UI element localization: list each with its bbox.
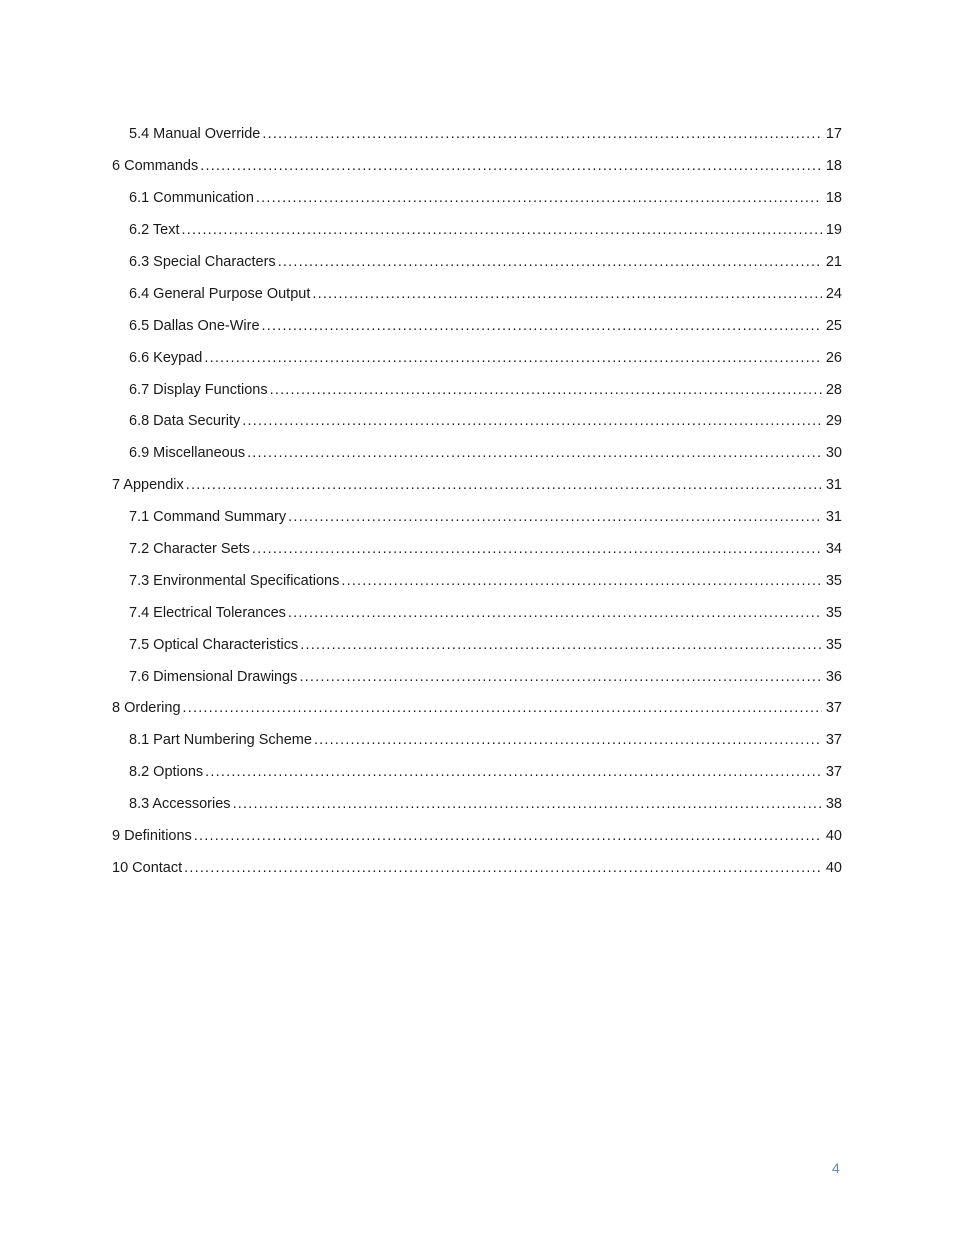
toc-dot-leader — [288, 606, 822, 621]
toc-entry[interactable] — [112, 206, 842, 238]
toc-entry-page: 18 — [825, 190, 842, 207]
toc-entry-title: 8.3 Accessories — [129, 796, 231, 813]
toc-entry-page: 18 — [825, 158, 842, 175]
toc-entry[interactable] — [112, 812, 842, 844]
toc-entry-page: 19 — [825, 222, 842, 239]
toc-entry-page: 38 — [825, 796, 842, 813]
toc-dot-leader — [256, 191, 822, 206]
toc-dot-leader — [247, 446, 822, 461]
toc-entry[interactable] — [112, 780, 842, 812]
toc-entry-title: 9 Definitions — [112, 827, 192, 844]
toc-entry[interactable] — [112, 238, 842, 270]
toc-entry-title: 8.1 Part Numbering Scheme — [129, 732, 312, 749]
toc-entry[interactable] — [112, 652, 842, 684]
toc-entry[interactable] — [112, 684, 842, 716]
toc-entry[interactable] — [112, 493, 842, 525]
toc-entry-title: 5.4 Manual Override — [129, 126, 261, 143]
toc-dot-leader — [299, 670, 822, 685]
toc-entry-title: 6.4 General Purpose Output — [129, 285, 311, 302]
toc-entry-title: 6.2 Text — [129, 222, 180, 239]
toc-dot-leader — [314, 733, 822, 748]
toc-dot-leader — [182, 223, 822, 238]
toc-entry-page: 40 — [825, 859, 842, 876]
toc-entry[interactable] — [112, 333, 842, 365]
toc-entry[interactable] — [112, 748, 842, 780]
toc-dot-leader — [204, 351, 822, 366]
toc-dot-leader — [186, 478, 822, 493]
toc-entry[interactable] — [112, 525, 842, 557]
toc-entry[interactable] — [112, 620, 842, 652]
toc-entry-title: 7.5 Optical Characteristics — [129, 636, 299, 653]
toc-dot-leader — [242, 414, 822, 429]
toc-dot-leader — [205, 765, 822, 780]
toc-entry-page: 17 — [825, 126, 842, 143]
toc-entry-title: 8.2 Options — [129, 764, 204, 781]
toc-entry-page: 36 — [825, 668, 842, 685]
toc-entry-page: 31 — [825, 509, 842, 526]
toc-entry-title: 7 Appendix — [112, 477, 184, 494]
toc-entry-title: 6.1 Communication — [129, 190, 254, 207]
toc-entry[interactable] — [112, 365, 842, 397]
toc-entry-title: 6 Commands — [112, 158, 199, 175]
toc-entry-title: 6.9 Miscellaneous — [129, 445, 246, 462]
toc-entry-title: 6.6 Keypad — [129, 349, 203, 366]
toc-entry[interactable] — [112, 556, 842, 588]
toc-dot-leader — [312, 287, 822, 302]
toc-entry-page: 21 — [825, 253, 842, 270]
toc-entry-page: 30 — [825, 445, 842, 462]
toc-dot-leader — [184, 861, 822, 876]
toc-entry-title: 7.1 Command Summary — [129, 509, 287, 526]
toc-entry[interactable] — [112, 142, 842, 174]
toc-entry-page: 40 — [825, 827, 842, 844]
toc-dot-leader — [183, 701, 822, 716]
toc-entry[interactable] — [112, 461, 842, 493]
toc-entry-page: 35 — [825, 604, 842, 621]
toc-entry-page: 35 — [825, 572, 842, 589]
toc-entry-title: 7.3 Environmental Specifications — [129, 572, 340, 589]
toc-entry[interactable] — [112, 716, 842, 748]
toc-entry-page: 37 — [825, 732, 842, 749]
toc-entry[interactable] — [112, 301, 842, 333]
toc-entry-title: 6.8 Data Security — [129, 413, 241, 430]
toc-entry-title: 6.7 Display Functions — [129, 381, 268, 398]
toc-entry[interactable] — [112, 429, 842, 461]
toc-entry-page: 34 — [825, 540, 842, 557]
toc-dot-leader — [262, 319, 822, 334]
toc-dot-leader — [252, 542, 822, 557]
toc-dot-leader — [194, 829, 822, 844]
toc-entry[interactable] — [112, 397, 842, 429]
toc-entry-title: 7.6 Dimensional Drawings — [129, 668, 298, 685]
toc-entry-page: 31 — [825, 477, 842, 494]
toc-entry-page: 37 — [825, 700, 842, 717]
toc-entry-page: 26 — [825, 349, 842, 366]
toc-entry-title: 8 Ordering — [112, 700, 181, 717]
toc-entry[interactable] — [112, 174, 842, 206]
toc-dot-leader — [262, 127, 822, 142]
toc-entry-title: 7.4 Electrical Tolerances — [129, 604, 286, 621]
toc-dot-leader — [341, 574, 822, 589]
toc-dot-leader — [278, 255, 822, 270]
toc-dot-leader — [270, 383, 822, 398]
toc-entry-page: 24 — [825, 285, 842, 302]
toc-entry[interactable] — [112, 843, 842, 875]
toc-dot-leader — [233, 797, 822, 812]
toc-entry-title: 10 Contact — [112, 859, 183, 876]
toc-entry-page: 35 — [825, 636, 842, 653]
toc-dot-leader — [200, 159, 822, 174]
toc-entry-page: 29 — [825, 413, 842, 430]
toc-entry[interactable] — [112, 588, 842, 620]
toc-entry-title: 6.3 Special Characters — [129, 253, 276, 270]
toc-entry-title: 6.5 Dallas One-Wire — [129, 317, 260, 334]
toc-dot-leader — [288, 510, 822, 525]
toc-dot-leader — [300, 638, 822, 653]
table-of-contents — [112, 110, 842, 875]
toc-entry-page: 37 — [825, 764, 842, 781]
toc-entry[interactable] — [112, 110, 842, 142]
toc-entry[interactable] — [112, 269, 842, 301]
toc-entry-page: 25 — [825, 317, 842, 334]
toc-entry-title: 7.2 Character Sets — [129, 540, 250, 557]
page-number: 4 — [832, 1160, 840, 1176]
toc-entry-page: 28 — [825, 381, 842, 398]
